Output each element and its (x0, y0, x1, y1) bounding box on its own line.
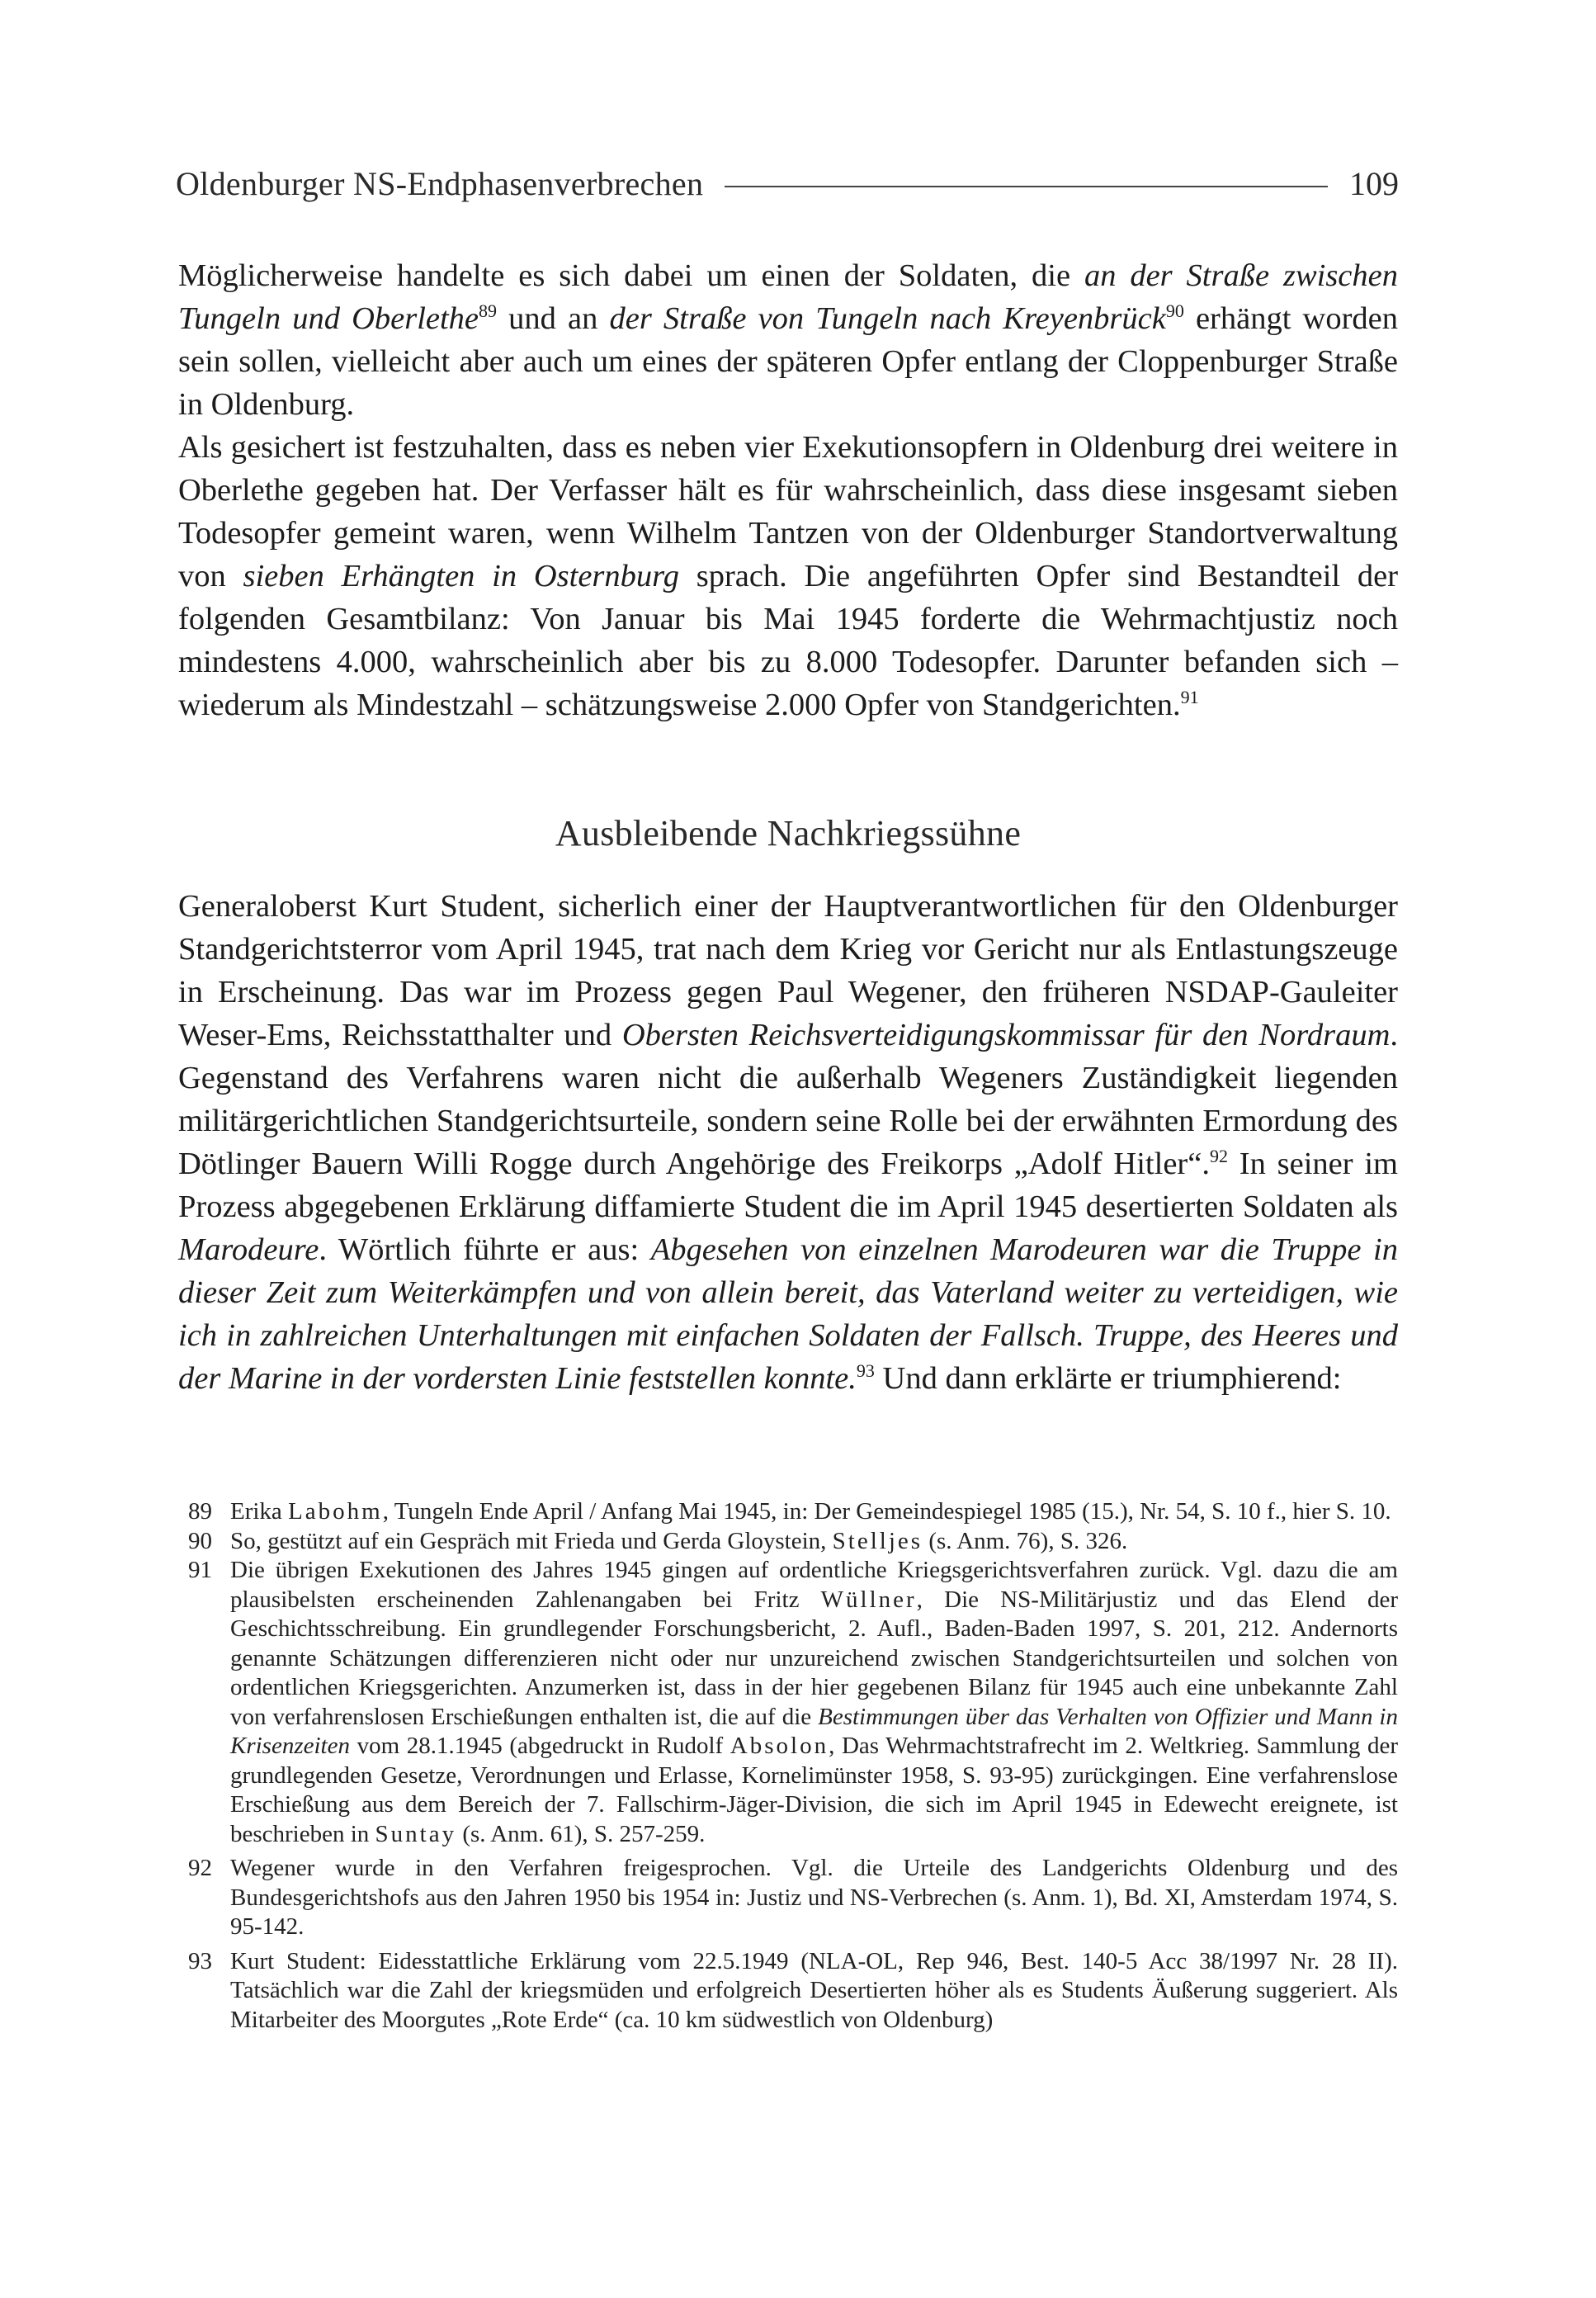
footnote-text (230, 1527, 1398, 1557)
text-run: (s. Anm. 76), S. 326. (923, 1527, 1128, 1554)
quote-italic: Abgesehen von einzelnen Marodeuren war die Truppe in dieser Zeit zum Weiterkämpfen und von allein bereit, das Vaterland weiter zu verteidigen, wie ich in zahlreichen Unterhaltungen mit einfachen Soldaten der Fallsch. Truppe, des Heeres und der Marine in der vordersten Linie feststellen konnte. (178, 1232, 1398, 1396)
footnote-92 (188, 1854, 1398, 1942)
text-run: In seiner im Prozess abgegebenen Erklärung diffamierte Student die im April 1945 desertierten Soldaten als (178, 1147, 1398, 1224)
footnote-number: 93 (188, 1947, 212, 1974)
header-rule (725, 186, 1328, 187)
footnote-number: 89 (188, 1498, 212, 1525)
paragraph-3 (178, 885, 1398, 1400)
running-title: Oldenburger NS-Endphasenverbrechen (176, 164, 704, 202)
text-run: sprach. Die angeführten Opfer sind Bestandteil der folgenden Gesamtbilanz: Von Januar bis Mai 1945 forderte die Wehrmachtjustiz noch mindestens 4.000, wahrscheinlich aber bis zu 8.000 Todesopfer. Darunter befanden sich – wiederum als Mindestzahl – schätzungsweise 2.000 Opfer von Standgerichten. (178, 559, 1399, 722)
text-run: (s. Anm. 61), S. 257-259. (456, 1820, 706, 1847)
text-run: . Wörtlich führte er aus: (319, 1232, 651, 1267)
text-run: So, gestützt auf ein Gespräch mit Frieda und Gerda Gloystein, (230, 1527, 833, 1554)
text-run: Generaloberst Kurt Student, sicherlich einer der Hauptverantwortlichen für den Oldenburger Standgerichtsterror vom April 1945, trat nach dem Krieg vor Gericht nur als Entlastungszeuge in Erscheinung. Das war im Prozess gegen Paul Wegener, den früheren NSDAP-Gauleiter Weser-Ems, Reichsstatthalter und (178, 889, 1398, 1052)
section-heading: Ausbleibende Nachkriegssühne (555, 813, 1022, 853)
footnote-number: 90 (188, 1527, 212, 1554)
page-number: 109 (1349, 164, 1399, 202)
text-run: , Die NS-Militärjustiz und das Elend der Geschichtsschreibung. Ein grundlegender Forschungsbericht, 2. Aufl., Baden-Baden 1997, S. 201, 212. Andernorts genannte Schätzungen differenzieren nicht oder nur unzureichend zwischen Standgerichtsurteilen und solchen von ordentlichen Kriegsgerichten. Anzumerken ist, dass in der hier gegebenen Bilanz für 1945 auch eine unbekannte Zahl von verfahrenslosen Erschießungen enthalten ist, die auf die (230, 1586, 1398, 1730)
text-run: Die übrigen Exekutionen des Jahres 1945 gingen auf ordentliche Kriegsgerichtsverfahren zurück. Vgl. dazu die am plausibelsten erscheinenden Zahlenangaben bei Fritz (230, 1557, 1398, 1613)
footnote-93 (188, 1947, 1398, 2036)
footnote-text: Wegener wurde in den Verfahren freigesprochen. Vgl. die Urteile des Landgerichts Oldenburg und des Bundesgerichtshofs aus den Jahren 1950 bis 1954 in: Justiz und NS-Verbrechen (s. Anm. 1), Bd. XI, Amsterdam 1974, S. 95-142. (230, 1855, 1398, 1940)
text-run: . Gegenstand des Verfahrens waren nicht die außerhalb Wegeners Zuständigkeit liegenden militärgerichtlichen Standgerichtsurteile, sondern seine Rolle bei der erwähnten Ermordung des Dötlinger Bauern Willi Rogge durch Angehörige des Freikorps „Adolf Hitler“. (178, 1018, 1398, 1181)
running-header (176, 162, 1399, 205)
quote-italic: Obersten Reichsverteidigungskommissar für den Nordraum (621, 1018, 1391, 1052)
paragraph-2 (178, 426, 1398, 726)
author-name: Labohm (288, 1498, 383, 1525)
body-block-top (178, 254, 1398, 726)
footnote-number: 92 (188, 1855, 212, 1881)
footnote-91 (188, 1556, 1398, 1849)
paragraph-1 (178, 254, 1398, 426)
author-name: Suntay (375, 1820, 457, 1847)
footnote-ref-90: 90 (1165, 300, 1184, 322)
text-run: erhängt worden sein sollen, vielleicht aber auch um eines der späteren Opfer entlang der Cloppenburger Straße in Oldenburg. (178, 301, 1398, 422)
footnote-90 (188, 1527, 1398, 1557)
text-run: Als gesichert ist festzuhalten, dass es neben vier Exekutionsopfern in Oldenburg drei weitere in Oberlethe gegeben hat. Der Verfasser hält es für wahrscheinlich, dass diese insgesamt sieben Todesopfer gemeint waren, wenn Wilhelm Tantzen von der Oldenburger Standortverwaltung von (178, 430, 1398, 593)
footnote-number: 91 (188, 1557, 212, 1583)
text-run: , Tungeln Ende April / Anfang Mai 1945, in: Der Gemeindespiegel 1985 (15.), Nr. 54, S. 10 f., hier S. 10. (382, 1498, 1391, 1525)
quote-italic: Bestimmungen über das Verhalten von Offizier und Mann in Krisenzeiten (230, 1703, 1398, 1759)
quote-italic: der Straße von Tungeln nach Kreyenbrück (609, 301, 1166, 336)
footnote-ref-92: 92 (1209, 1146, 1228, 1167)
footnote-text (230, 1497, 1398, 1527)
text-run: und an (497, 301, 610, 336)
footnote-text (230, 1556, 1398, 1849)
quote-italic: Marodeure (178, 1232, 319, 1267)
footnotes (188, 1497, 1398, 2035)
text-run: vom 28.1.1945 (abgedruckt in Rudolf (350, 1733, 730, 1759)
footnote-ref-93: 93 (856, 1360, 875, 1382)
text-run: Möglicherweise handelte es sich dabei um einen der Soldaten, die (178, 258, 1084, 293)
footnote-89 (188, 1497, 1398, 1527)
quote-italic: sieben Erhängten in Osternburg (243, 559, 679, 593)
footnote-ref-91: 91 (1180, 687, 1199, 708)
footnote-text: Kurt Student: Eidesstattliche Erklärung vom 22.5.1949 (NLA-OL, Rep 946, Best. 140-5 Acc 38/1997 Nr. 28 II). Tatsächlich war die Zahl der kriegsmüden und erfolgreich Desertierten höher als es Students Äußerung suggeriert. Als Mitarbeiter des Moorgutes „Rote Erde“ (ca. 10 km südwestlich von Oldenburg) (230, 1947, 1398, 2033)
footnote-ref-89: 89 (479, 300, 498, 322)
quote-italic: an der Straße zwischen Tungeln und Oberlethe (178, 258, 1398, 336)
author-name: Wüllner (820, 1586, 917, 1613)
text-run: , Das Wehrmachtstrafrecht im 2. Weltkrieg. Sammlung der grundlegenden Gesetze, Verordnungen und Erlasse, Kornelimünster 1958, S. 93-95) zurückgingen. Eine verfahrenslose Erschießung aus dem Bereich der 7. Fallschirm-Jäger-Division, die sich im April 1945 in Edewecht ereignete, ist beschrieben in (230, 1733, 1398, 1847)
text-run: Und dann erklärte er triumphierend: (874, 1361, 1342, 1396)
author-name: Stelljes (832, 1527, 923, 1554)
body-block-bottom (178, 885, 1398, 1400)
text-run: Erika (230, 1498, 289, 1525)
author-name: Absolon (730, 1733, 829, 1759)
